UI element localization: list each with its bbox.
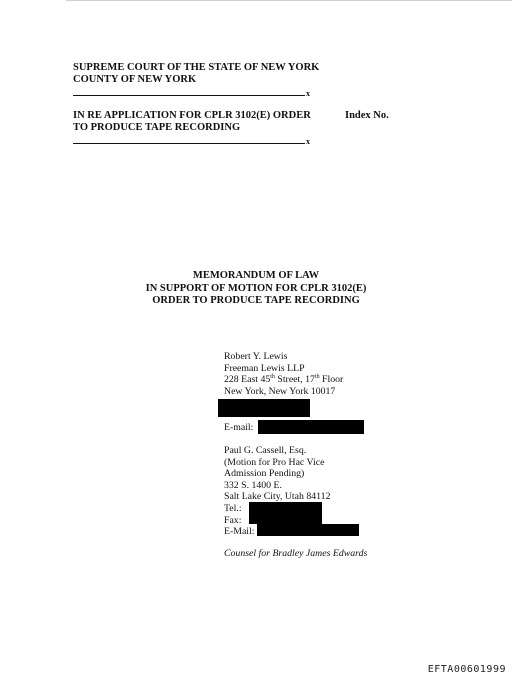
counsel2-street: 332 S. 1400 E. (224, 479, 282, 491)
counsel2-name: Paul G. Cassell, Esq. (224, 445, 307, 456)
counsel2-city: Salt Lake City, Utah 84112 (224, 491, 331, 503)
caption-x-top: x (306, 89, 310, 98)
counsel-for-line: Counsel for Bradley James Edwards (224, 548, 368, 559)
counsel1-name: Robert Y. Lewis (224, 351, 288, 362)
redaction-box-email1 (258, 420, 364, 434)
matter-title-line1: IN RE APPLICATION FOR CPLR 3102(E) ORDER (73, 110, 311, 121)
top-edge-line (66, 0, 512, 1)
counsel1-city: New York, New York 10017 (224, 385, 336, 397)
counsel1-address: 228 East 45th Street, 17th Floor (224, 374, 344, 386)
redaction-box-phone (218, 399, 310, 417)
memorandum-title (0, 270, 512, 308)
counsel1-email-label: E-mail: (224, 422, 254, 433)
counsel-block-lewis (224, 351, 343, 397)
counsel2-tel-label: Tel.: (224, 502, 242, 514)
court-name: SUPREME COURT OF THE STATE OF NEW YORK (73, 62, 320, 73)
caption-x-bottom: x (306, 137, 310, 146)
memo-title-line2: IN SUPPORT OF MOTION FOR CPLR 3102(E) (145, 282, 367, 294)
matter-title-line2: TO PRODUCE TAPE RECORDING (73, 122, 241, 133)
index-number-label: Index No. (345, 110, 389, 121)
memo-title-line1: MEMORANDUM OF LAW (192, 270, 320, 281)
counsel1-firm: Freeman Lewis LLP (224, 362, 305, 374)
counsel2-note1: (Motion for Pro Hac Vice (224, 456, 325, 468)
caption-rule-bottom (73, 143, 305, 144)
redaction-box-email2 (257, 524, 359, 536)
memo-title-line3: ORDER TO PRODUCE TAPE RECORDING (152, 295, 360, 306)
bates-number: EFTA00601999 (427, 664, 506, 675)
counsel2-email-label: E-Mail: (224, 526, 255, 538)
county-name: COUNTY OF NEW YORK (73, 74, 197, 85)
counsel2-note2: Admission Pending) (224, 468, 305, 480)
caption-rule-top (73, 95, 305, 96)
counsel2-fax-label: Fax: (224, 514, 242, 526)
redaction-box-tel-fax (249, 502, 322, 524)
